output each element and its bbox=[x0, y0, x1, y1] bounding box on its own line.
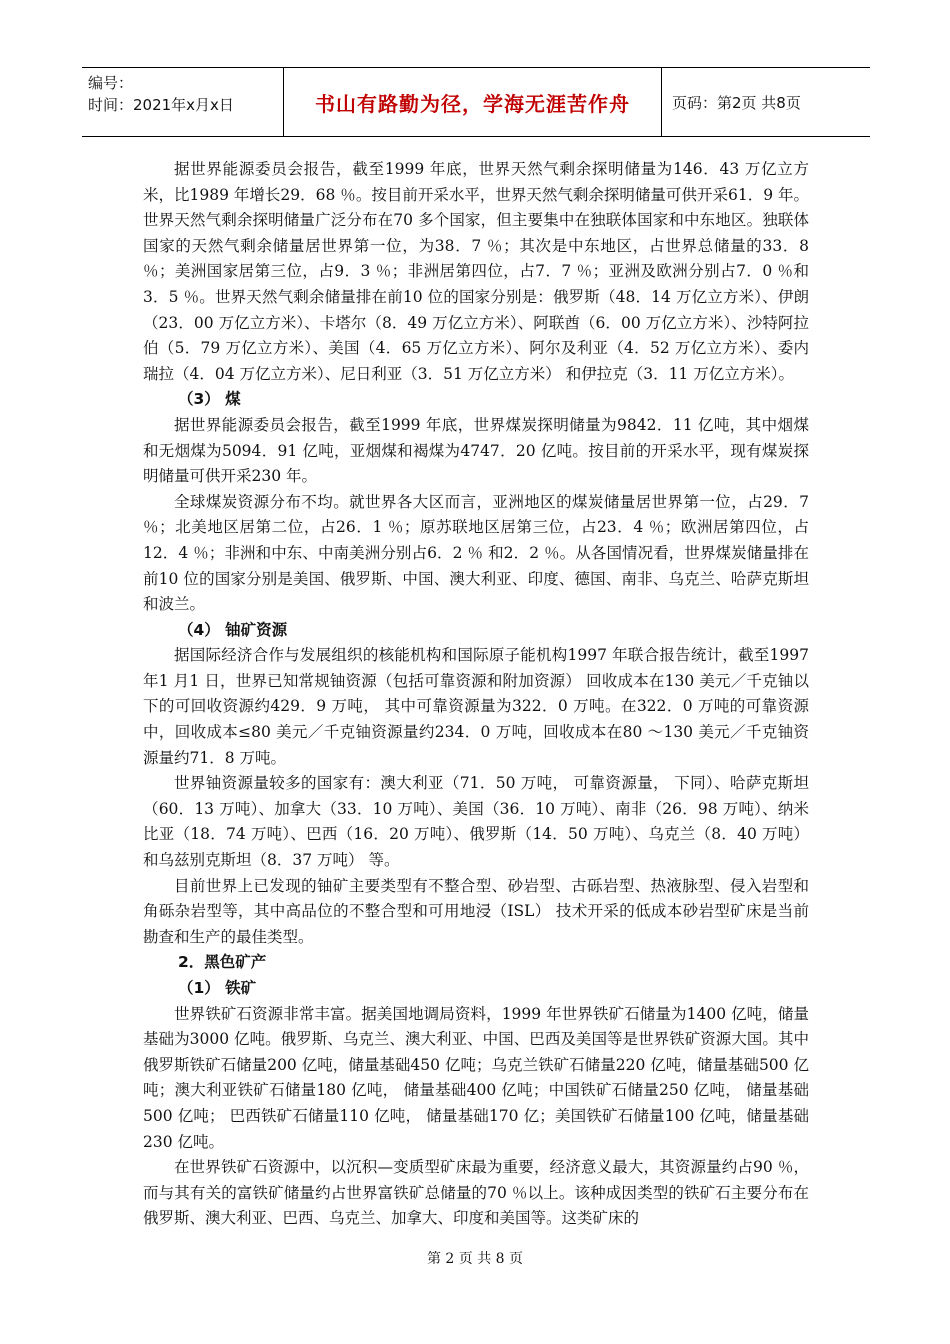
body-paragraph: 世界铀资源量较多的国家有：澳大利亚（71．50 万吨， 可靠资源量， 下同）、哈萨克斯坦（60．13 万吨）、加拿大（33．10 万吨）、美国（36．10 万吨）、南非（26．98 万吨）、纳米比亚（18．74 万吨）、巴西（16．20 万吨）、俄罗斯（14．50 万吨）、乌克兰（8．40 万吨） 和乌兹别克斯坦（8．37 万吨） 等。 bbox=[143, 774, 809, 870]
section-heading: 2．黑色矿产 bbox=[178, 953, 267, 972]
body-paragraph: 全球煤炭资源分布不均。就世界各大区而言，亚洲地区的煤炭储量居世界第一位，占29．7 ％；北美地区居第二位，占26．1 ％；原苏联地区居第三位，占23．4 ％；欧洲居第四位，占12．4 ％；非洲和中东、中南美洲分别占6．2 ％ 和2．2 ％。从各国情况看，世界煤炭储量排在前10 位的国家分别是美国、俄罗斯、中国、澳大利亚、印度、德国、南非、乌克兰、哈萨克斯坦和波兰。 bbox=[143, 492, 809, 614]
body-paragraph: 据世界能源委员会报告，截至1999 年底，世界天然气剩余探明储量为146．43 万亿立方米，比1989 年增长29．68 ％。按目前开采水平，世界天然气剩余探明储量可供开采61．9 年。世界天然气剩余探明储量广泛分布在70 多个国家，但主要集中在独联体国家和中东地区。独联体国家的天然气剩余储量居世界第一位，为38．7 ％；其次是中东地区，占世界总储量的33．8 ％；美洲国家居第三位，占9．3 ％；非洲居第四位，占7．7 ％；亚洲及欧洲分别占7．0 ％和3．5 ％。世界天然气剩余储量排在前10 位的国家分别是：俄罗斯（48．14 万亿立方米）、伊朗（23．00 万亿立方米）、卡塔尔（8．49 万亿立方米）、阿联酋（6．00 万亿立方米）、沙特阿拉伯（5．79 万亿立方米）、美国（4．65 万亿立方米）、阿尔及利亚（4．52 万亿立方米）、委内瑞拉（4．04 万亿立方米）、尼日利亚（3．51 万亿立方米） 和伊拉克（3．11 万亿立方米）。 bbox=[143, 160, 809, 383]
document-body bbox=[143, 157, 809, 1232]
section-heading: （1） 铁矿 bbox=[178, 979, 257, 997]
body-paragraph: 世界铁矿石资源非常丰富。据美国地调局资料，1999 年世界铁矿石储量为1400 亿吨，储量基础为3000 亿吨。俄罗斯、乌克兰、澳大利亚、中国、巴西及美国等是世界铁矿资源大国。其中俄罗斯铁矿石储量200 亿吨，储量基础450 亿吨；乌克兰铁矿石储量220 亿吨，储量基础500 亿吨；澳大利亚铁矿石储量180 亿吨， 储量基础400 亿吨；中国铁矿石储量250 亿吨， 储量基础500 亿吨； 巴西铁矿石储量110 亿吨， 储量基础170 亿；美国铁矿石储量100 亿吨，储量基础230 亿吨。 bbox=[143, 1004, 809, 1151]
header-motto: 书山有路勤为径，学海无涯苦作舟 bbox=[284, 68, 662, 136]
header-meta bbox=[82, 68, 284, 136]
document-header bbox=[82, 67, 870, 137]
body-paragraph: 目前世界上已发现的铀矿主要类型有不整合型、砂岩型、古砾岩型、热液脉型、侵入岩型和角砾杂岩型等，其中高品位的不整合型和可用地浸（ISL） 技术开采的低成本砂岩型矿床是当前勘查和生产的最佳类型。 bbox=[143, 876, 809, 946]
section-heading: （3） 煤 bbox=[178, 390, 241, 409]
document-date: 时间：2021年x月x日 bbox=[88, 96, 234, 114]
body-paragraph: 据国际经济合作与发展组织的核能机构和国际原子能机构1997 年联合报告统计，截至1997 年1 月1 日，世界已知常规铀资源（包括可靠资源和附加资源） 回收成本在130 美元／千克铀以下的可回收资源约429．9 万吨， 其中可靠资源量为322．0 万吨。在322．0 万吨的可靠资源中，回收成本≤80 美元／千克铀资源量约234．0 万吨，回收成本在80 ～130 美元／千克铀资源量约71．8 万吨。 bbox=[143, 646, 809, 767]
document-number-label: 编号： bbox=[88, 74, 134, 92]
page-footer: 第 2 页 共 8 页 bbox=[426, 1251, 524, 1267]
header-page-info: 页码：第2页 共8页 bbox=[672, 93, 801, 112]
section-heading: （4） 铀矿资源 bbox=[178, 620, 288, 639]
body-paragraph: 在世界铁矿石资源中，以沉积—变质型矿床最为重要，经济意义最大，其资源量约占90 ％，而与其有关的富铁矿储量约占世界富铁矿总储量的70 ％以上。该种成因类型的铁矿石主要分布在俄罗斯、澳大利亚、巴西、乌克兰、加拿大、印度和美国等。这类矿床的 bbox=[143, 1158, 809, 1228]
body-paragraph: 据世界能源委员会报告，截至1999 年底，世界煤炭探明储量为9842．11 亿吨，其中烟煤和无烟煤为5094．91 亿吨，亚烟煤和褐煤为4747．20 亿吨。按目前的开采水平，现有煤炭探明储量可供开采230 年。 bbox=[143, 415, 809, 486]
